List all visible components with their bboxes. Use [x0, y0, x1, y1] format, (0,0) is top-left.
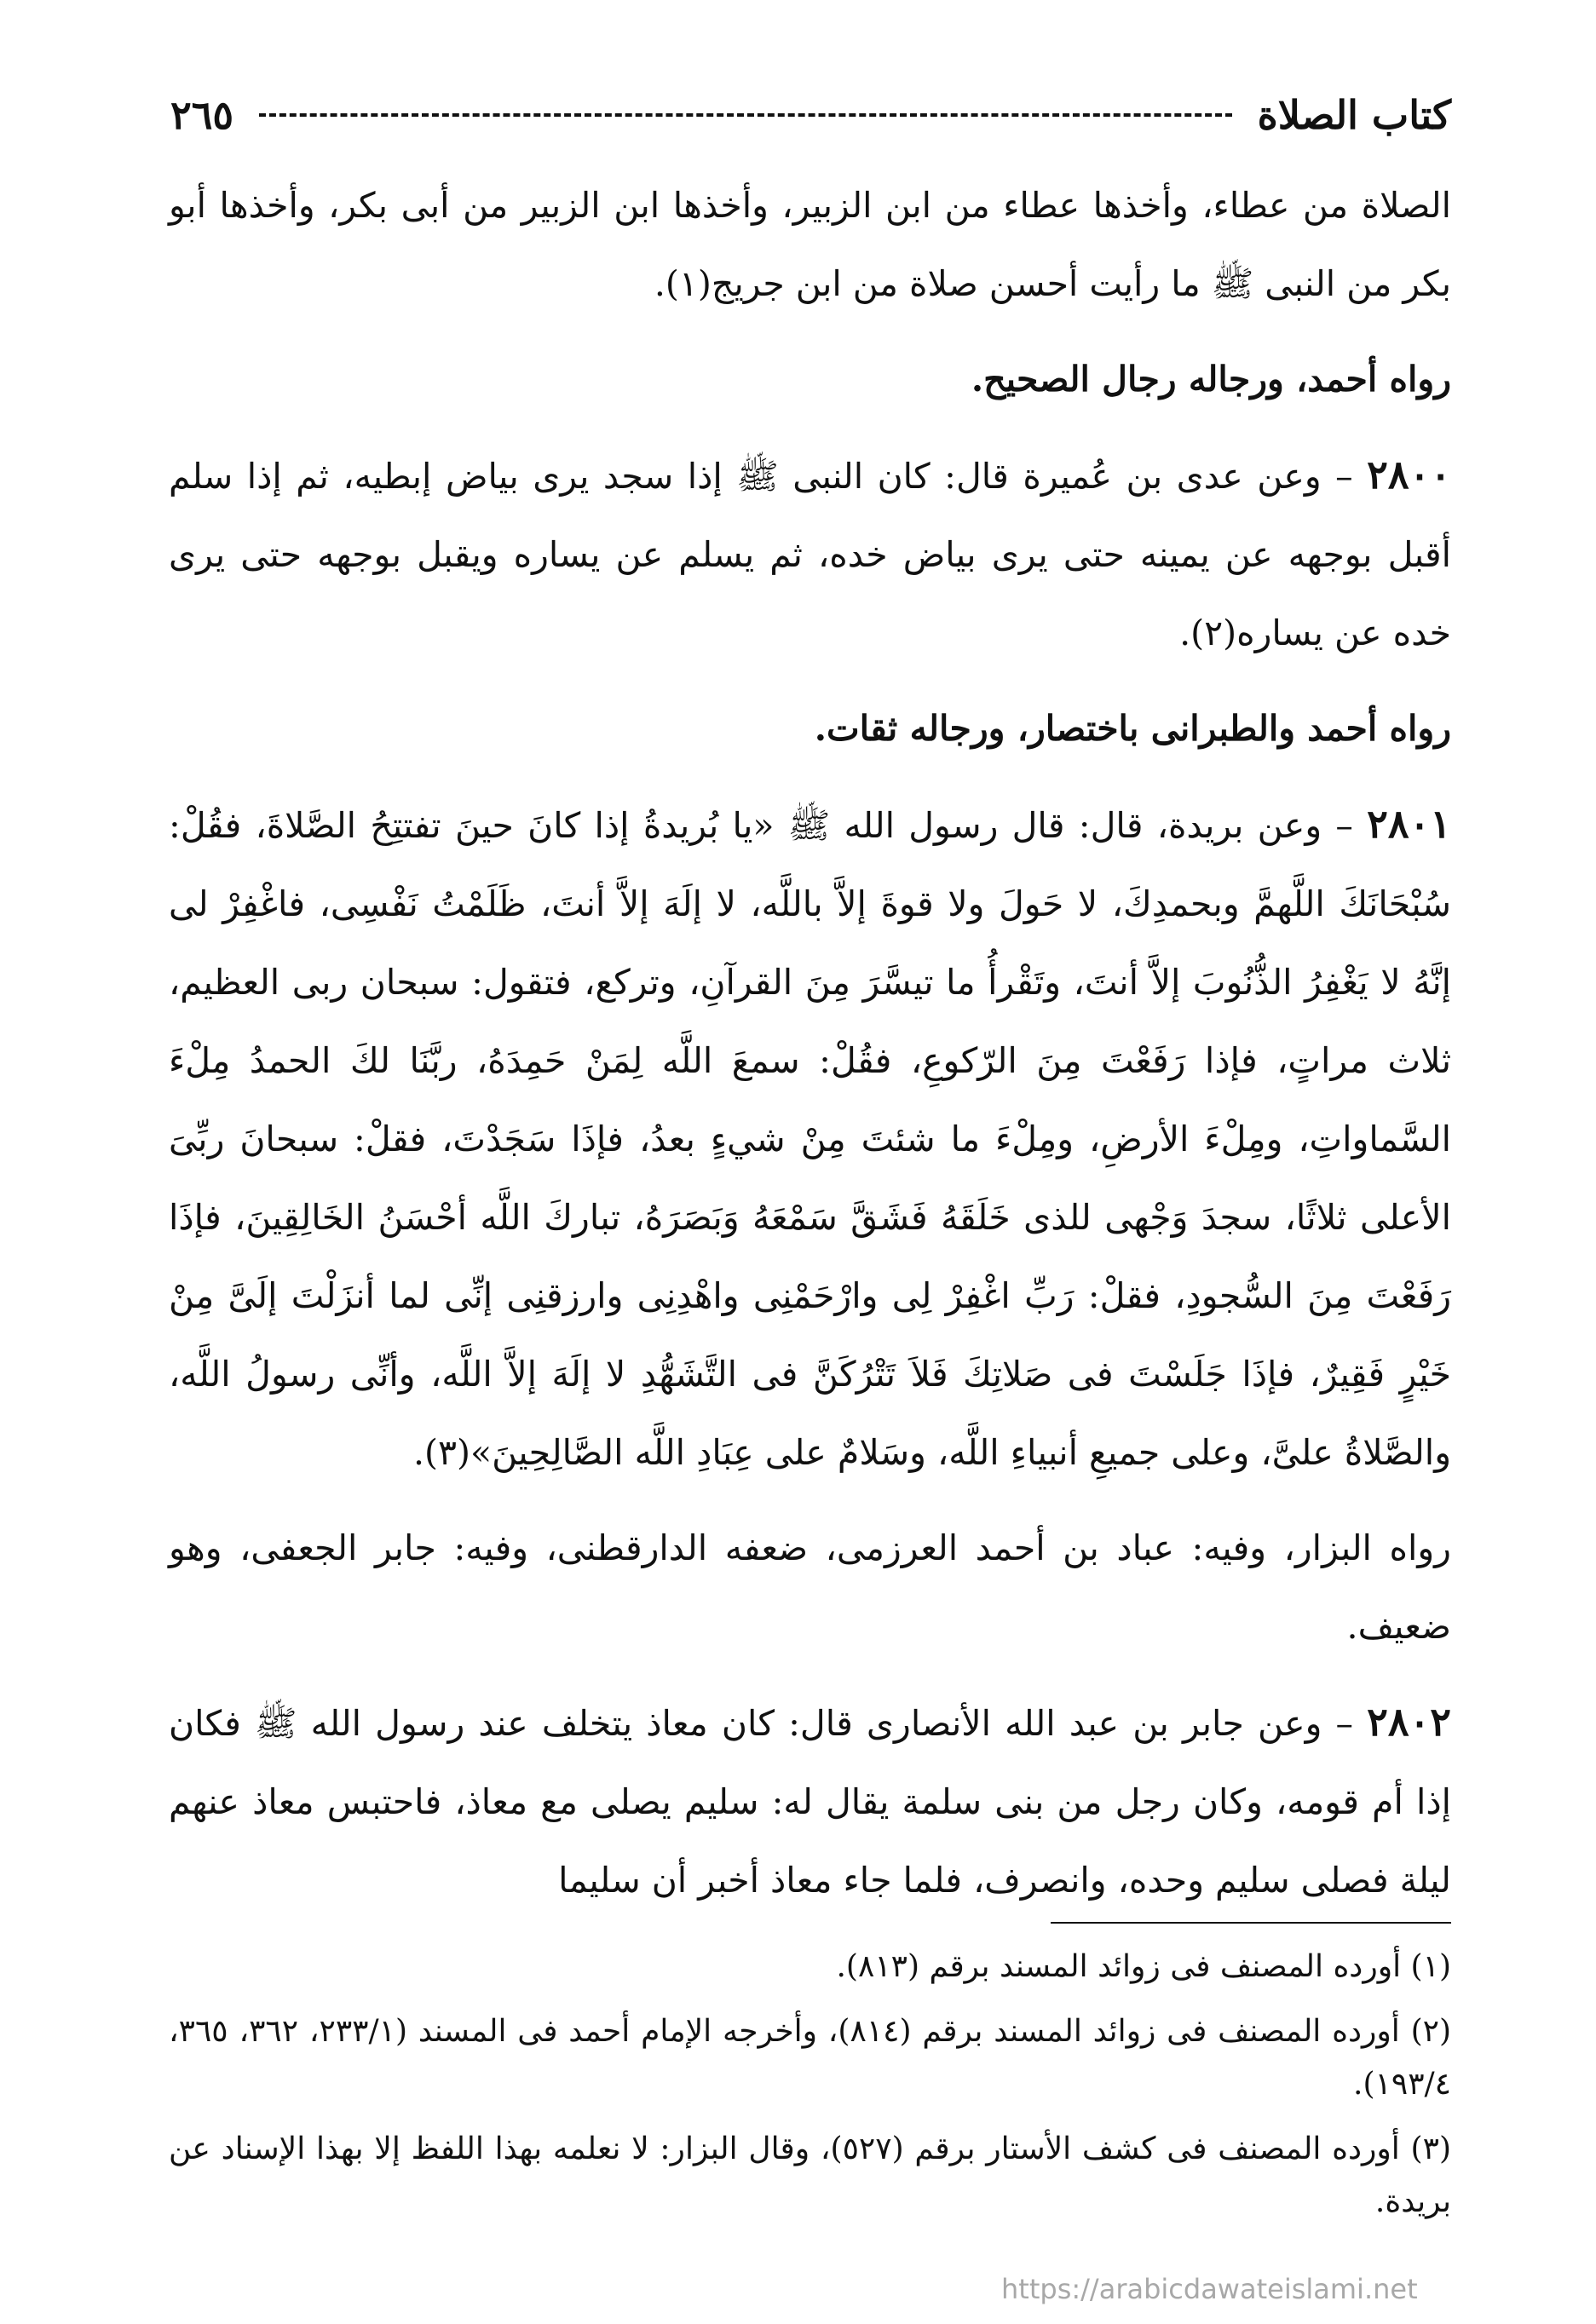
main-text	[169, 166, 1451, 1936]
footnotes	[169, 1941, 1451, 2241]
source-note-ahmad: رواه أحمد، ورجاله رجال الصحيح.	[971, 359, 1451, 400]
hadith-2800	[169, 435, 1451, 672]
hadith-text: – وعن جابر بن عبد الله الأنصارى قال: كان معاذ يتخلف عند رسول الله ﷺ فكان إذا أم قومه، وكان رجل من بنى سلمة يقال له: سليم يصلى مع معاذ، فاحتبس معاذ عنهم ليلة فصلى سليم وحده، وانصرف، فلما جاء معاذ أخبر أن سليما	[169, 1703, 1451, 1901]
paragraph-isnad-continuation: الصلاة من عطاء، وأخذها عطاء من ابن الزبير، وأخذها ابن الزبير من أبى بكر، وأخذها أبو بكر من النبى ﷺ ما رأيت أحسن صلاة من ابن جريج(١).	[169, 185, 1451, 304]
hadith-text: – وعن عدى بن عُميرة قال: كان النبى ﷺ إذا سجد يرى بياض إبطيه، ثم إذا سلم أقبل بوجهه عن يمينه حتى يرى بياض خده، ثم يسلم عن يساره ويقبل بوجهه حتى يرى خده عن يساره(٢).	[169, 456, 1451, 653]
source-note-bazzar: رواه البزار، وفيه: عباد بن أحمد العرزمى، ضعفه الدارقطنى، وفيه: جابر الجعفى، وهو ضعيف.	[169, 1527, 1451, 1647]
hadith-text: – وعن بريدة، قال: قال رسول الله ﷺ «يا بُريدةُ إذا كانَ حينَ تفتتِحُ الصَّلاةَ، فقُلْ: سُبْحَانَكَ اللَّهمَّ وبحمدِكَ، لا حَولَ ولا قوةَ إلاَّ باللَّه، لا إلَهَ إلاَّ أنتَ، ظَلَمْتُ نَفْسِى، فاغْفِرْ لى إنَّهُ لا يَغْفِرُ الذُّنُوبَ إلاَّ أنتَ، وتَقْرأُ ما تيسَّرَ مِنَ القرآنِ، وتركع، فتقول: سبحان ربى العظيم، ثلاث مراتٍ، فإذا رَفَعْتَ مِنَ الرّكوعِ، فقُلْ: سمعَ اللَّه لِمَنْ حَمِدَهُ، ربَّنَا لكَ الحمدُ مِلْءَ السَّماواتِ، ومِلْءَ الأرضِ، ومِلْءَ ما شئتَ مِنْ شيءٍ بعدُ، فإذَا سَجَدْتَ، فقلْ: سبحانَ ربِّىَ الأعلى ثلاثًا، سجدَ وَجْهى للذى خَلَقَهُ فَشَقَّ سَمْعَهُ وَبَصَرَهُ، تباركَ اللَّه أحْسَنُ الخَالِقِينَ، فإذَا رَفَعْتَ مِنَ السُّجودِ، فقلْ: رَبِّ اغْفِرْ لِى وارْحَمْنِى واهْدِنِى وارزقنِى إنِّى لما أنزَلْتَ إلَىَّ مِنْ خَيْرٍ فَقِيرٌ، فإذَا جَلَسْتَ فى صَلاتِكَ فَلاَ تَتْرُكَنَّ فى التَّشَهُّدِ لا إلَهَ إلاَّ اللَّه، وأنِّى رسولُ اللَّه، والصَّلاةُ علىَّ، وعلى جميعِ أنبياءِ اللَّه، وسَلامٌ على عِبَادِ اللَّه الصَّالِحِينَ»(٣).	[169, 805, 1451, 1473]
footnote-3: (٣) أورده المصنف فى كشف الأستار برقم (٥٢٧)، وقال البزار: لا نعلمه بهذا اللفظ إلا بهذا الإسناد عن بريدة.	[169, 2131, 1451, 2219]
footnote-separator	[1051, 1922, 1451, 1924]
page-number: ٢٦٥	[170, 92, 234, 138]
hadith-2802	[169, 1683, 1451, 1919]
footnote-1: (١) أورده المصنف فى زوائد المسند برقم (٨١٣).	[836, 1949, 1451, 1984]
hadith-number: ٢٨٠٠	[1367, 452, 1451, 498]
watermark-url: https://arabicdawateislami.net	[1001, 2273, 1418, 2305]
running-header	[170, 85, 1451, 145]
hadith-2801	[169, 785, 1451, 1492]
book-title: كتاب الصلاة	[1257, 92, 1451, 138]
header-dashed-rule	[259, 113, 1232, 117]
hadith-number: ٢٨٠١	[1367, 801, 1451, 847]
source-note-ahmad-tabarani: رواه أحمد والطبرانى باختصار، ورجاله ثقات.	[814, 708, 1451, 749]
hadith-number: ٢٨٠٢	[1367, 1699, 1451, 1745]
footnote-2: (٢) أورده المصنف فى زوائد المسند برقم (٨١٤)، وأخرجه الإمام أحمد فى المسند (٢٣٣/١، ٣٦٢، ٣٦٥، ١٩٣/٤).	[169, 2014, 1451, 2102]
